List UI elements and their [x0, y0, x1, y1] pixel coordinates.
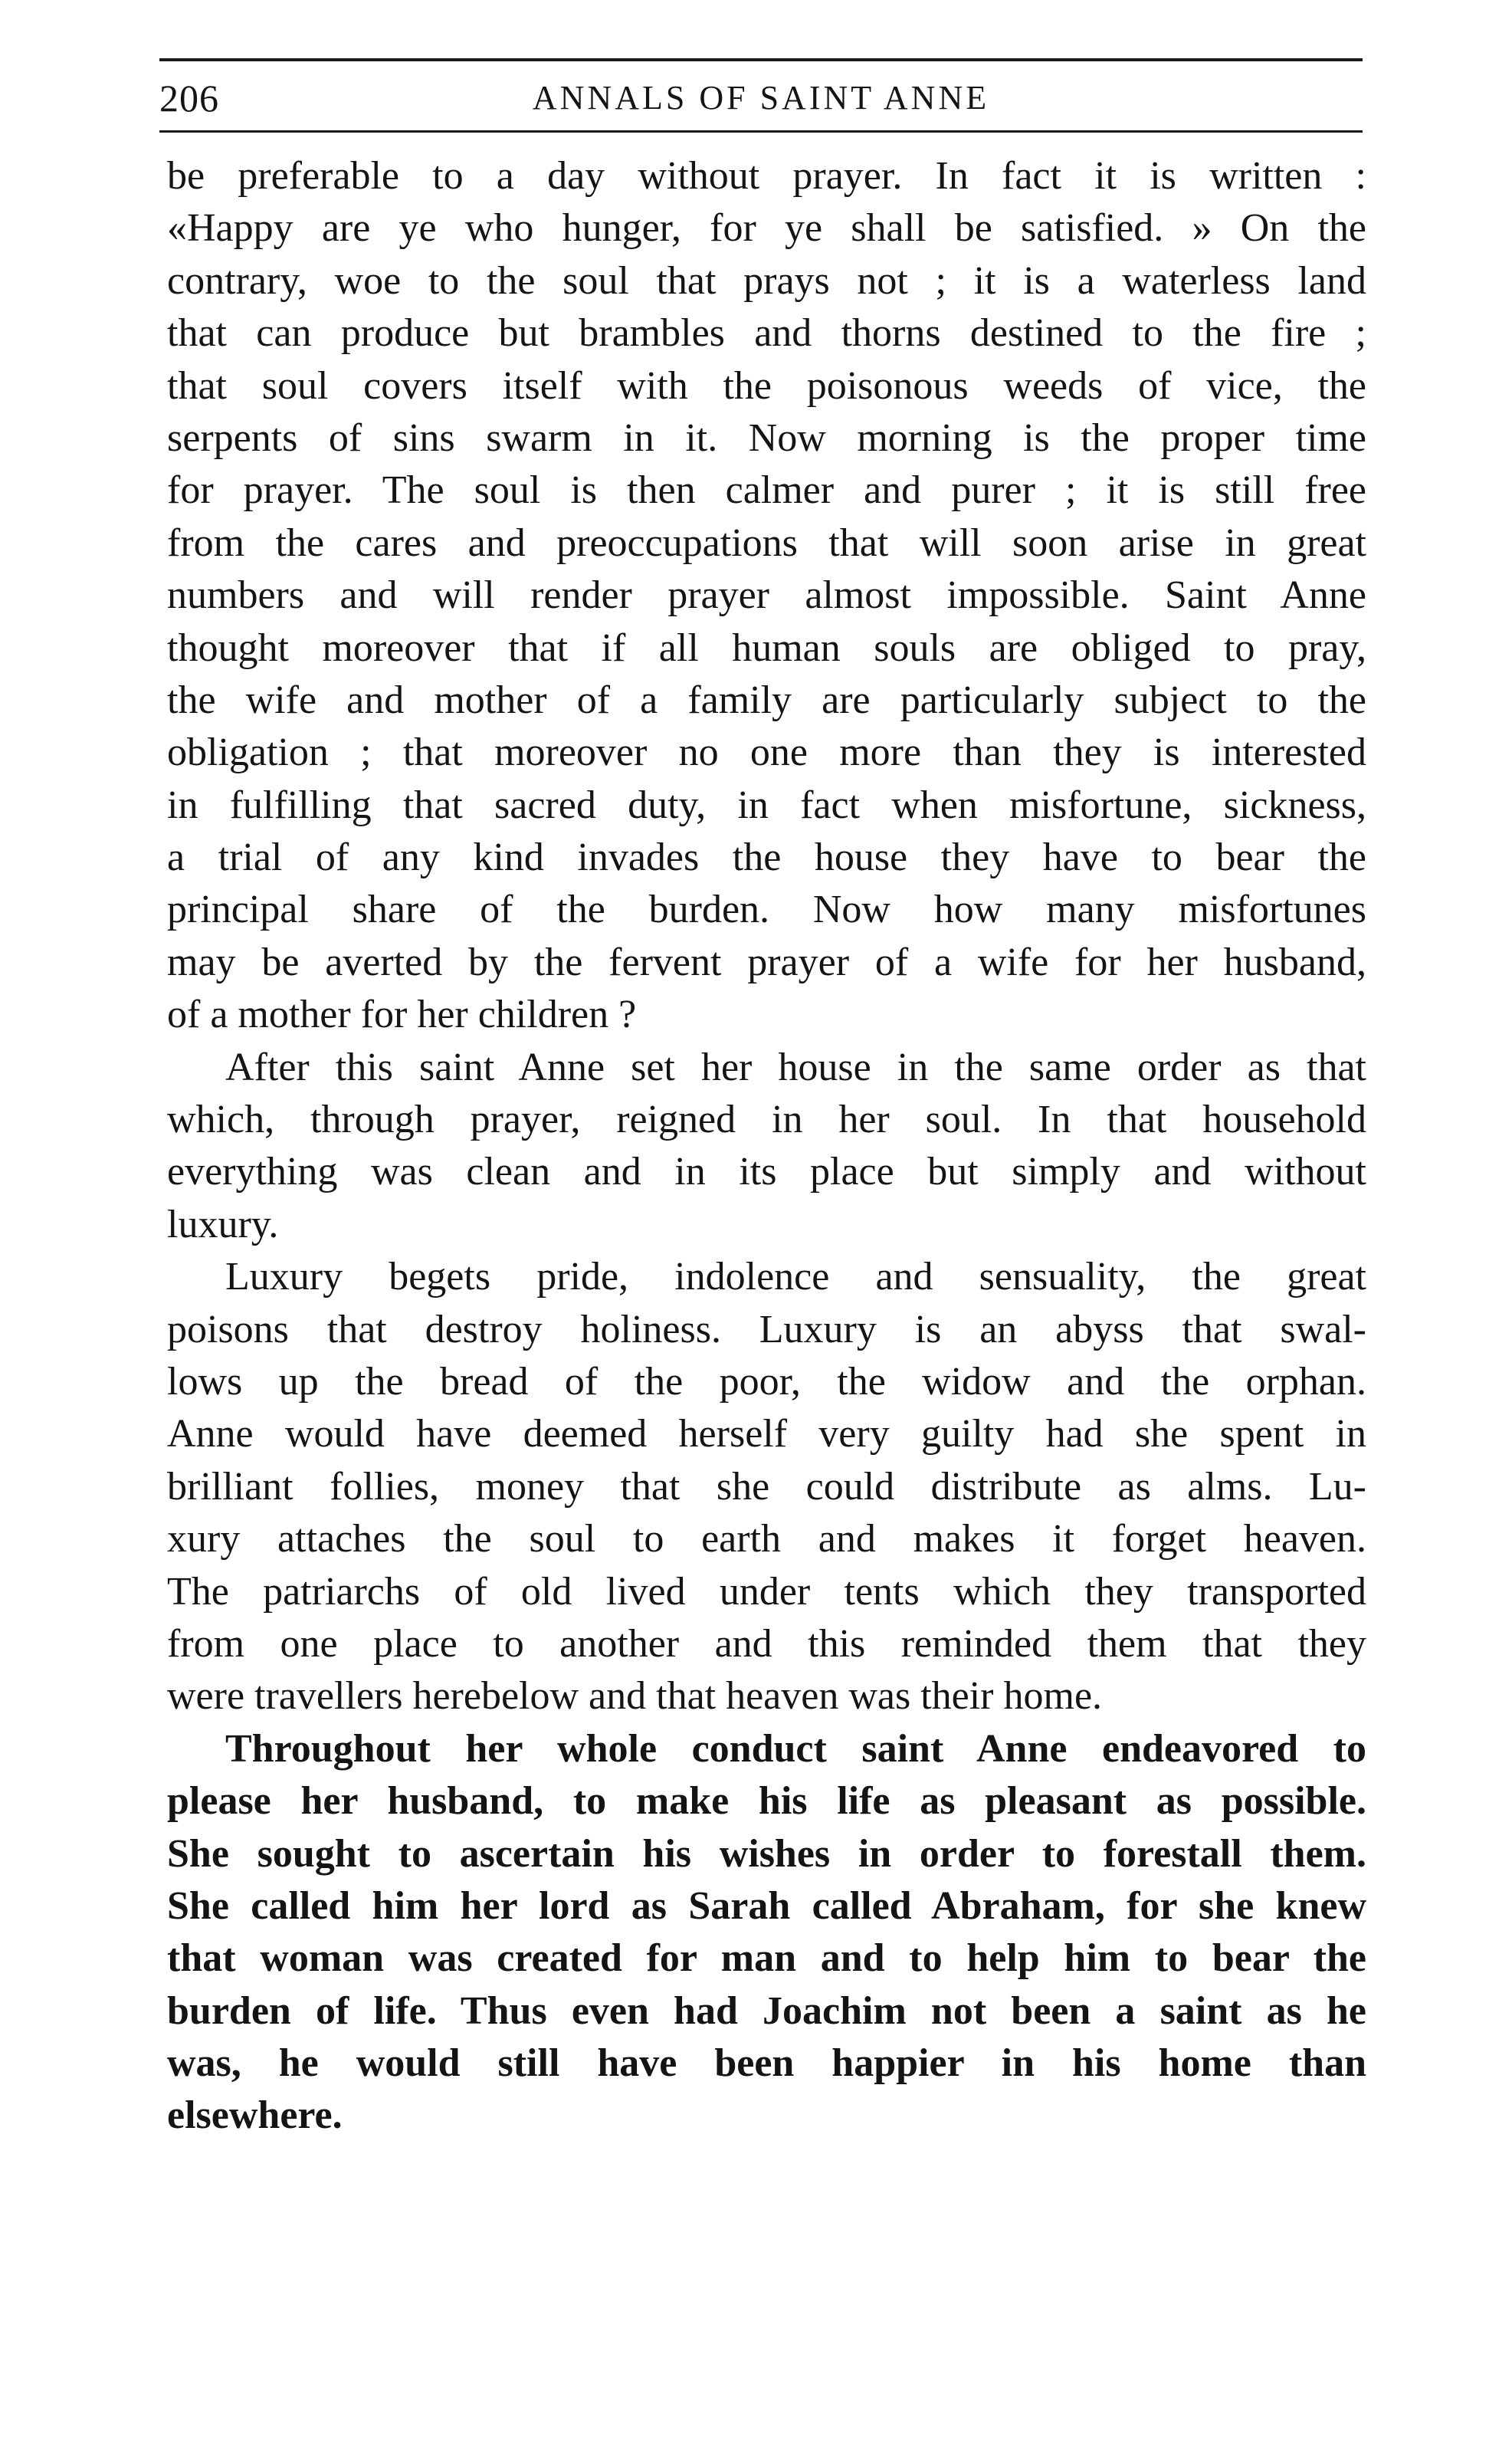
text-line: a trial of any kind invades the house they have to bear the	[167, 836, 1366, 880]
text-line: poisons that destroy holiness. Luxury is an abyss that swal-	[167, 1307, 1366, 1351]
text-line: luxury.	[167, 1202, 279, 1246]
text-line: in fulfilling that sacred duty, in fact when misfortune, sickness,	[167, 783, 1366, 827]
text-line: that can produce but brambles and thorns destined to the fire ;	[167, 311, 1366, 356]
text-line: numbers and will render prayer almost impossible. Saint Anne	[167, 573, 1366, 618]
text-line: contrary, woe to the soul that prays not ; it is a waterless land	[167, 258, 1366, 303]
text-line: of a mother for her children ?	[167, 993, 637, 1037]
text-line: thought moreover that if all human souls are obliged to pray,	[167, 625, 1366, 670]
header-rule-bottom	[159, 130, 1363, 133]
text-line: that soul covers itself with the poisonous weeds of vice, the	[167, 363, 1366, 408]
text-line: serpents of sins swarm in it. Now morning is the proper time	[167, 415, 1366, 460]
text-line: She called him her lord as Sarah called Abraham, for she knew	[167, 1883, 1366, 1928]
text-line: She sought to ascertain his wishes in order to forestall them.	[167, 1831, 1366, 1876]
text-line: Anne would have deemed herself very guilty had she spent in	[167, 1412, 1366, 1456]
text-line: The patriarchs of old lived under tents which they transported	[167, 1569, 1366, 1614]
text-line: everything was clean and in its place but simply and without	[167, 1150, 1366, 1194]
text-line: obligation ; that moreover no one more than they is interested	[167, 731, 1366, 775]
running-head: ANNALS OF SAINT ANNE	[532, 79, 990, 117]
text-line: Throughout her whole conduct saint Anne endeavored to	[225, 1726, 1366, 1771]
text-line: elsewhere.	[167, 2093, 343, 2138]
text-line: be preferable to a day without prayer. In fact it is written :	[167, 154, 1366, 198]
text-line: for prayer. The soul is then calmer and purer ; it is still free	[167, 468, 1366, 513]
paragraph	[167, 1251, 1366, 1723]
text-line: Luxury begets pride, indolence and sensuality, the great	[225, 1255, 1366, 1299]
text-line: from one place to another and this reminded them that they	[167, 1621, 1366, 1666]
text-line: principal share of the burden. Now how many misfortunes	[167, 888, 1366, 932]
paragraph	[167, 1042, 1366, 1252]
text-line: was, he would still have been happier in his home than	[167, 2041, 1366, 2086]
page-number: 206	[159, 77, 219, 120]
text-line: xury attaches the soul to earth and makes it forget heaven.	[167, 1517, 1366, 1561]
header-rule-top	[159, 58, 1363, 61]
text-line: please her husband, to make his life as pleasant as possible.	[167, 1779, 1366, 1824]
page-header	[159, 74, 1363, 123]
text-line: may be averted by the fervent prayer of a wife for her husband,	[167, 940, 1366, 984]
text-line: burden of life. Thus even had Joachim not been a saint as he	[167, 1988, 1366, 2033]
text-line: the wife and mother of a family are particularly subject to the	[167, 678, 1366, 722]
text-line: were travellers herebelow and that heaven was their home.	[167, 1674, 1103, 1719]
text-line: lows up the bread of the poor, the widow and the orphan.	[167, 1359, 1366, 1404]
text-line: which, through prayer, reigned in her soul. In that household	[167, 1098, 1366, 1142]
text-line: that woman was created for man and to help him to bear the	[167, 1936, 1366, 1981]
body-text	[167, 150, 1366, 2142]
text-line: «Happy are ye who hunger, for ye shall be satisfied. » On the	[167, 206, 1366, 251]
paragraph	[167, 1723, 1366, 2142]
text-line: from the cares and preoccupations that will soon arise in great	[167, 520, 1366, 565]
text-line: brilliant follies, money that she could distribute as alms. Lu-	[167, 1464, 1366, 1509]
paragraph	[167, 150, 1366, 1042]
text-line: After this saint Anne set her house in the same order as that	[225, 1045, 1366, 1089]
